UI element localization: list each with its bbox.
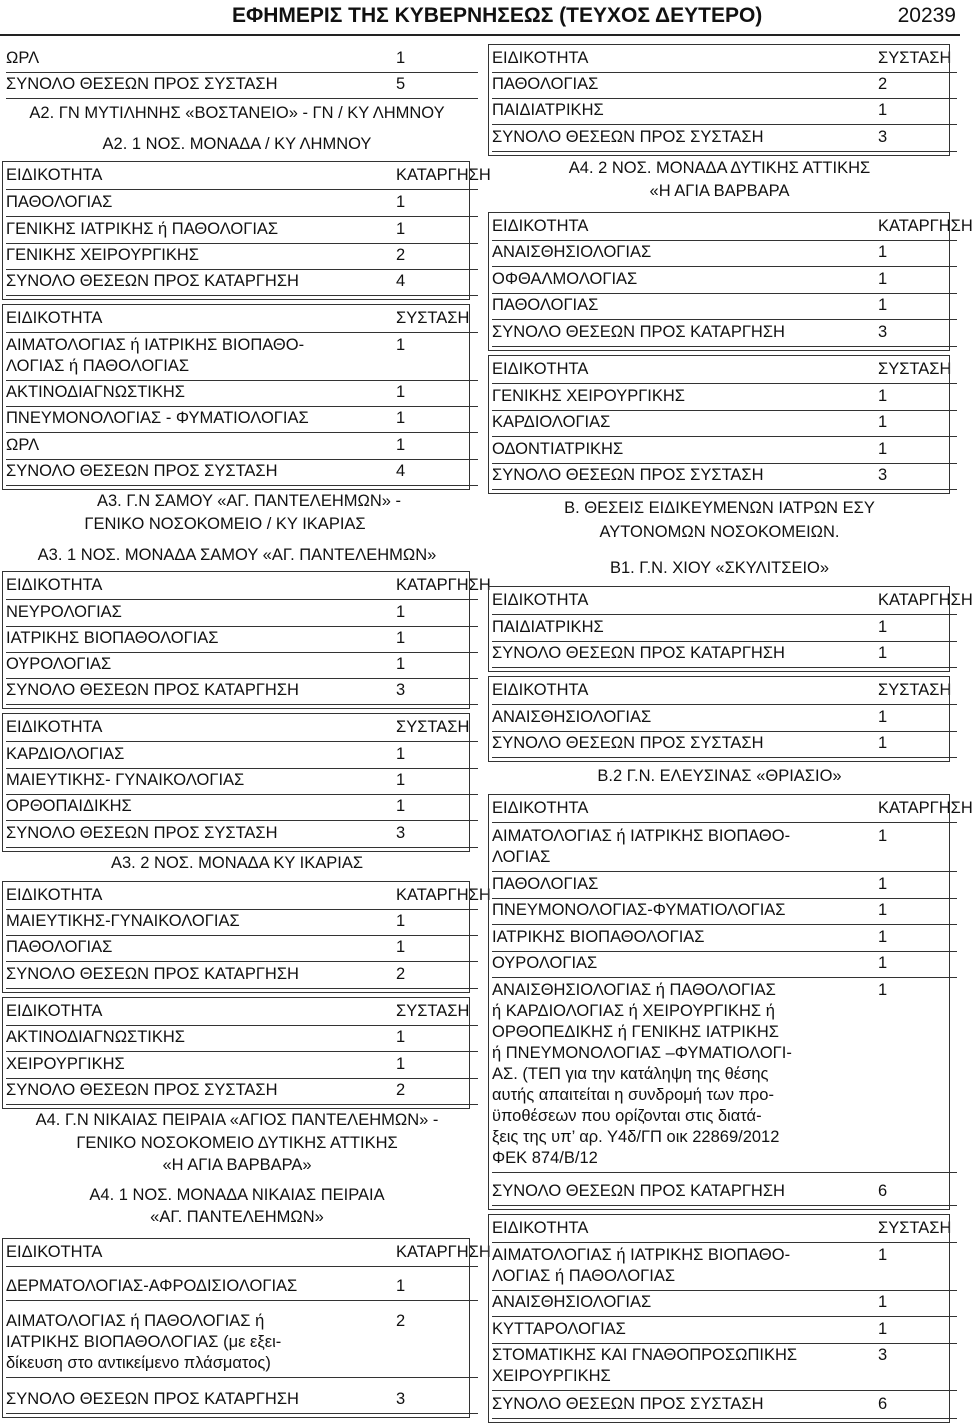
total-row xyxy=(6,74,468,95)
position-count: 1 xyxy=(396,193,406,211)
position-count: 1 xyxy=(878,928,888,946)
column-header-specialty: ΕΙΔΙΚΟΤΗΤΑ xyxy=(492,1219,589,1237)
specialty-label: ΣΥΝΟΛΟ ΘΕΣΕΩΝ ΠΡΟΣ ΚΑΤΑΡΓΗΣΗ xyxy=(492,644,785,662)
table-frame xyxy=(2,1238,491,1418)
specialty-label: ΟΦΘΑΛΜΟΛΟΓΙΑΣ xyxy=(492,270,638,288)
specialty-label: ΣΤΟΜΑΤΙΚΗΣ ΚΑΙ ΓΝΑΘΟΠΡΟΣΩΠΙΚΗΣ xyxy=(492,1346,798,1364)
position-count: 1 xyxy=(878,101,888,119)
column-header-action: ΚΑΤΑΡΓΗΣΗ xyxy=(396,1243,491,1261)
specialty-label-cont: αυτής απαιτείται η συνδρομή των προ- xyxy=(492,1086,774,1104)
specialty-label: ΣΥΝΟΛΟ ΘΕΣΕΩΝ ΠΡΟΣ ΣΥΣΤΑΣΗ xyxy=(6,75,278,93)
table-frame xyxy=(488,212,973,351)
specialty-label: ΓΕΝΙΚΗΣ ΙΑΤΡΙΚΗΣ ή ΠΑΘΟΛΟΓΙΑΣ xyxy=(6,220,279,238)
table-frame xyxy=(2,571,491,709)
specialty-label: ΑΙΜΑΤΟΛΟΓΙΑΣ ή ΙΑΤΡΙΚΗΣ ΒΙΟΠΑΘΟ- xyxy=(6,336,305,354)
position-count: 1 xyxy=(878,243,888,261)
specialty-label-cont: ΑΣ. (ΤΕΠ για την κατάληψη της θέσης xyxy=(492,1065,769,1083)
specialty-label: ΧΕΙΡΟΥΡΓΙΚΗΣ xyxy=(6,1055,125,1073)
column-header-specialty: ΕΙΔΙΚΟΤΗΤΑ xyxy=(492,217,589,235)
position-count: 6 xyxy=(878,1182,888,1200)
specialty-label: ΣΥΝΟΛΟ ΘΕΣΕΩΝ ΠΡΟΣ ΚΑΤΑΡΓΗΣΗ xyxy=(6,272,299,290)
position-count: 1 xyxy=(878,954,888,972)
section-heading: «ΑΓ. ΠΑΝΤΕΛΕΗΜΩΝ» xyxy=(150,1208,324,1226)
specialty-label: ΟΥΡΟΛΟΓΙΑΣ xyxy=(6,655,112,673)
specialty-label: ΠΑΘΟΛΟΓΙΑΣ xyxy=(6,193,113,211)
table-frame xyxy=(2,997,470,1109)
specialty-label: ΙΑΤΡΙΚΗΣ ΒΙΟΠΑΘΟΛΟΓΙΑΣ xyxy=(6,629,219,647)
specialty-label: ΑΚΤΙΝΟΔΙΑΓΝΩΣΤΙΚΗΣ xyxy=(6,1028,186,1046)
specialty-label: ΑΝΑΙΣΘΗΣΙΟΛΟΓΙΑΣ xyxy=(492,708,652,726)
specialty-label: ΠΑΙΔΙΑΤΡΙΚΗΣ xyxy=(492,101,604,119)
specialty-label: ΟΥΡΟΛΟΓΙΑΣ xyxy=(492,954,598,972)
specialty-label-cont: ή ΠΝΕΥΜΟΝΟΛΟΓΙΑΣ –ΦΥΜΑΤΙΟΛΟΓΙ- xyxy=(492,1044,792,1062)
specialty-label: ΣΥΝΟΛΟ ΘΕΣΕΩΝ ΠΡΟΣ ΚΑΤΑΡΓΗΣΗ xyxy=(492,323,785,341)
specialty-label: ΣΥΝΟΛΟ ΘΕΣΕΩΝ ΠΡΟΣ ΣΥΣΤΑΣΗ xyxy=(6,824,278,842)
position-count: 1 xyxy=(878,1320,888,1338)
position-count: 2 xyxy=(878,75,888,93)
position-count: 6 xyxy=(878,1395,888,1413)
column-header-specialty: ΕΙΔΙΚΟΤΗΤΑ xyxy=(6,886,103,904)
position-count: 1 xyxy=(396,49,406,67)
position-count: 1 xyxy=(396,938,406,956)
specialty-label: ΟΔΟΝΤΙΑΤΡΙΚΗΣ xyxy=(492,440,624,458)
table-frame xyxy=(488,586,973,672)
column-header-action: ΚΑΤΑΡΓΗΣΗ xyxy=(878,591,973,609)
position-count: 5 xyxy=(396,75,406,93)
specialty-label-cont: ΙΑΤΡΙΚΗΣ ΒΙΟΠΑΘΟΛΟΓΙΑΣ (με εξει- xyxy=(6,1333,282,1351)
specialty-label-cont: ξεις της υπ’ αρ. Υ4δ/ΓΠ οικ 22869/2012 xyxy=(492,1128,780,1146)
table-frame xyxy=(2,881,491,993)
specialty-label: ΠΝΕΥΜΟΝΟΛΟΓΙΑΣ-ΦΥΜΑΤΙΟΛΟΓΙΑΣ xyxy=(492,901,786,919)
specialty-label: ΠΑΙΔΙΑΤΡΙΚΗΣ xyxy=(492,618,604,636)
position-count: 1 xyxy=(396,912,406,930)
position-count: 1 xyxy=(878,387,888,405)
table-row xyxy=(6,48,468,69)
position-count: 1 xyxy=(396,409,406,427)
column-header-action: ΚΑΤΑΡΓΗΣΗ xyxy=(396,576,491,594)
position-count: 3 xyxy=(878,323,888,341)
section-heading: Α3. 1 ΝΟΣ. ΜΟΝΑΔΑ ΣΑΜΟΥ «ΑΓ. ΠΑΝΤΕΛΕΗΜΩΝ» xyxy=(37,546,437,564)
column-header-action: ΣΥΣΤΑΣΗ xyxy=(396,718,470,736)
specialty-label: ΑΚΤΙΝΟΔΙΑΓΝΩΣΤΙΚΗΣ xyxy=(6,383,186,401)
column-header-specialty: ΕΙΔΙΚΟΤΗΤΑ xyxy=(6,166,103,184)
specialty-label: ΚΑΡΔΙΟΛΟΓΙΑΣ xyxy=(6,745,125,763)
column-header-action: ΣΥΣΤΑΣΗ xyxy=(878,49,952,67)
specialty-label: ΚΑΡΔΙΟΛΟΓΙΑΣ xyxy=(492,413,611,431)
position-count: 3 xyxy=(396,681,406,699)
table-frame xyxy=(488,355,950,494)
specialty-label: ΑΙΜΑΤΟΛΟΓΙΑΣ ή ΙΑΤΡΙΚΗΣ ΒΙΟΠΑΘΟ- xyxy=(492,827,791,845)
specialty-label: ΑΝΑΙΣΘΗΣΙΟΛΟΓΙΑΣ xyxy=(492,243,652,261)
specialty-label: ΔΕΡΜΑΤΟΛΟΓΙΑΣ-ΑΦΡΟΔΙΣΙΟΛΟΓΙΑΣ xyxy=(6,1277,298,1295)
column-header-action: ΣΥΣΤΑΣΗ xyxy=(878,1219,952,1237)
position-count: 2 xyxy=(396,1312,406,1330)
specialty-label: ΩΡΛ xyxy=(6,49,40,67)
specialty-label: ΣΥΝΟΛΟ ΘΕΣΕΩΝ ΠΡΟΣ ΣΥΣΤΑΣΗ xyxy=(6,1081,278,1099)
gazette-title: ΕΦΗΜΕΡΙΣ ΤΗΣ ΚΥΒΕΡΝΗΣΕΩΣ (ΤΕΥΧΟΣ ΔΕΥΤΕΡΟ) xyxy=(232,4,763,27)
position-count: 1 xyxy=(878,413,888,431)
position-count: 1 xyxy=(396,336,406,354)
section-heading: Α4. 1 ΝΟΣ. ΜΟΝΑΔΑ ΝΙΚΑΙΑΣ ΠΕΙΡΑΙΑ xyxy=(89,1186,385,1204)
column-header-action: ΣΥΣΤΑΣΗ xyxy=(396,309,470,327)
specialty-label: ΑΝΑΙΣΘΗΣΙΟΛΟΓΙΑΣ ή ΠΑΘΟΛΟΓΙΑΣ xyxy=(492,981,776,999)
specialty-label: ΜΑΙΕΥΤΙΚΗΣ- ΓΥΝΑΙΚΟΛΟΓΙΑΣ xyxy=(6,771,245,789)
section-heading: Β.2 Γ.Ν. ΕΛΕΥΣΙΝΑΣ «ΘΡΙΑΣΙΟ» xyxy=(597,767,842,785)
specialty-label-cont: ΛΟΓΙΑΣ xyxy=(492,848,551,866)
column-header-action: ΚΑΤΑΡΓΗΣΗ xyxy=(396,886,491,904)
page-number: 20239 xyxy=(897,4,956,27)
position-count: 2 xyxy=(396,246,406,264)
section-heading: Α4. 2 ΝΟΣ. ΜΟΝΑΔΑ ΔΥΤΙΚΗΣ ΑΤΤΙΚΗΣ xyxy=(568,159,871,177)
specialty-label-cont: ϋποθέσεων που ορίζονται στις διατά- xyxy=(492,1107,762,1125)
header-rule xyxy=(0,34,960,36)
specialty-label: ΠΑΘΟΛΟΓΙΑΣ xyxy=(6,938,113,956)
specialty-label: ΣΥΝΟΛΟ ΘΕΣΕΩΝ ΠΡΟΣ ΚΑΤΑΡΓΗΣΗ xyxy=(6,681,299,699)
position-count: 1 xyxy=(396,220,406,238)
specialty-label: ΠΑΘΟΛΟΓΙΑΣ xyxy=(492,875,599,893)
specialty-label: ΜΑΙΕΥΤΙΚΗΣ-ΓΥΝΑΙΚΟΛΟΓΙΑΣ xyxy=(6,912,240,930)
position-count: 2 xyxy=(396,965,406,983)
table-frame xyxy=(2,304,470,490)
specialty-label: ΑΙΜΑΤΟΛΟΓΙΑΣ ή ΙΑΤΡΙΚΗΣ ΒΙΟΠΑΘΟ- xyxy=(492,1246,791,1264)
position-count: 1 xyxy=(396,771,406,789)
position-count: 1 xyxy=(878,644,888,662)
specialty-label-cont: ΛΟΓΙΑΣ ή ΠΑΘΟΛΟΓΙΑΣ xyxy=(492,1267,676,1285)
position-count: 1 xyxy=(396,603,406,621)
page-header xyxy=(0,0,960,40)
column-header-action: ΚΑΤΑΡΓΗΣΗ xyxy=(396,166,491,184)
specialty-label-cont: ή ΚΑΡΔΙΟΛΟΓΙΑΣ ή ΧΕΙΡΟΥΡΓΙΚΗΣ ή xyxy=(492,1002,775,1020)
section-heading: Α2. 1 ΝΟΣ. ΜΟΝΑΔΑ / ΚΥ ΛΗΜΝΟΥ xyxy=(102,135,372,153)
section-heading: ΓΕΝΙΚΟ ΝΟΣΟΚΟΜΕΙΟ ΔΥΤΙΚΗΣ ΑΤΤΙΚΗΣ xyxy=(76,1134,398,1152)
specialty-label: ΣΥΝΟΛΟ ΘΕΣΕΩΝ ΠΡΟΣ ΣΥΣΤΑΣΗ xyxy=(492,128,764,146)
column-header-specialty: ΕΙΔΙΚΟΤΗΤΑ xyxy=(492,591,589,609)
column-header-specialty: ΕΙΔΙΚΟΤΗΤΑ xyxy=(6,1002,103,1020)
specialty-label: ΠΑΘΟΛΟΓΙΑΣ xyxy=(492,296,599,314)
position-count: 1 xyxy=(878,618,888,636)
position-count: 1 xyxy=(878,901,888,919)
column-header-action: ΣΥΣΤΑΣΗ xyxy=(396,1002,470,1020)
position-count: 1 xyxy=(878,827,888,845)
section-heading: Β. ΘΕΣΕΙΣ ΕΙΔΙΚΕΥΜΕΝΩΝ ΙΑΤΡΩΝ ΕΣΥ xyxy=(564,499,875,517)
position-count: 1 xyxy=(878,440,888,458)
position-count: 1 xyxy=(396,383,406,401)
section-heading: «Η ΑΓΙΑ ΒΑΡΒΑΡΑ» xyxy=(162,1156,312,1174)
column-header-specialty: ΕΙΔΙΚΟΤΗΤΑ xyxy=(492,49,589,67)
position-count: 3 xyxy=(878,128,888,146)
column-header-specialty: ΕΙΔΙΚΟΤΗΤΑ xyxy=(6,309,103,327)
section-heading: Α3. Γ.Ν ΣΑΜΟΥ «ΑΓ. ΠΑΝΤΕΛΕΗΜΩΝ» - xyxy=(97,492,401,510)
position-count: 1 xyxy=(878,708,888,726)
specialty-label: ΑΙΜΑΤΟΛΟΓΙΑΣ ή ΠΑΘΟΛΟΓΙΑΣ ή xyxy=(6,1312,265,1330)
specialty-label: ΠΑΘΟΛΟΓΙΑΣ xyxy=(492,75,599,93)
column-header-specialty: ΕΙΔΙΚΟΤΗΤΑ xyxy=(492,681,589,699)
position-count: 1 xyxy=(878,875,888,893)
column-header-specialty: ΕΙΔΙΚΟΤΗΤΑ xyxy=(492,360,589,378)
specialty-label: ΓΕΝΙΚΗΣ ΧΕΙΡΟΥΡΓΙΚΗΣ xyxy=(492,387,686,405)
position-count: 3 xyxy=(396,824,406,842)
position-count: 1 xyxy=(396,655,406,673)
position-count: 1 xyxy=(396,629,406,647)
specialty-label: ΣΥΝΟΛΟ ΘΕΣΕΩΝ ΠΡΟΣ ΣΥΣΤΑΣΗ xyxy=(6,462,278,480)
column-header-action: ΚΑΤΑΡΓΗΣΗ xyxy=(878,217,973,235)
table-frame xyxy=(488,1214,950,1423)
specialty-label: ΩΡΛ xyxy=(6,436,40,454)
column-header-specialty: ΕΙΔΙΚΟΤΗΤΑ xyxy=(6,718,103,736)
specialty-label: ΣΥΝΟΛΟ ΘΕΣΕΩΝ ΠΡΟΣ ΣΥΣΤΑΣΗ xyxy=(492,1395,764,1413)
specialty-label-cont: ΟΡΘΟΠΕΔΙΚΗΣ ή ΓΕΝΙΚΗΣ ΙΑΤΡΙΚΗΣ xyxy=(492,1023,779,1041)
specialty-label-cont: ΛΟΓΙΑΣ ή ΠΑΘΟΛΟΓΙΑΣ xyxy=(6,357,190,375)
position-count: 1 xyxy=(878,734,888,752)
position-count: 3 xyxy=(878,1346,888,1364)
position-count: 1 xyxy=(878,981,888,999)
specialty-label: ΣΥΝΟΛΟ ΘΕΣΕΩΝ ΠΡΟΣ ΣΥΣΤΑΣΗ xyxy=(492,466,764,484)
position-count: 1 xyxy=(396,797,406,815)
table-frame xyxy=(488,676,950,762)
position-count: 1 xyxy=(878,270,888,288)
position-count: 1 xyxy=(396,436,406,454)
specialty-label-cont: ΧΕΙΡΟΥΡΓΙΚΗΣ xyxy=(492,1367,611,1385)
position-count: 2 xyxy=(396,1081,406,1099)
section-heading: Α4. Γ.Ν ΝΙΚΑΙΑΣ ΠΕΙΡΑΙΑ «ΑΓΙΟΣ ΠΑΝΤΕΛΕΗΜΩΝ» - xyxy=(35,1111,439,1129)
position-count: 1 xyxy=(396,1028,406,1046)
column-header-specialty: ΕΙΔΙΚΟΤΗΤΑ xyxy=(492,799,589,817)
position-count: 1 xyxy=(878,1293,888,1311)
column-header-action: ΣΥΣΤΑΣΗ xyxy=(878,681,952,699)
section-heading: Α3. 2 ΝΟΣ. ΜΟΝΑΔΑ ΚΥ ΙΚΑΡΙΑΣ xyxy=(110,854,364,872)
position-count: 1 xyxy=(878,1246,888,1264)
section-heading: «Η ΑΓΙΑ ΒΑΡΒΑΡΑ xyxy=(649,182,790,200)
specialty-label: ΣΥΝΟΛΟ ΘΕΣΕΩΝ ΠΡΟΣ ΣΥΣΤΑΣΗ xyxy=(492,734,764,752)
table-frame xyxy=(2,161,491,300)
specialty-label: ΣΥΝΟΛΟ ΘΕΣΕΩΝ ΠΡΟΣ ΚΑΤΑΡΓΗΣΗ xyxy=(6,1390,299,1408)
specialty-label: ΑΝΑΙΣΘΗΣΙΟΛΟΓΙΑΣ xyxy=(492,1293,652,1311)
specialty-label: ΠΝΕΥΜΟΝΟΛΟΓΙΑΣ - ΦΥΜΑΤΙΟΛΟΓΙΑΣ xyxy=(6,409,309,427)
specialty-label: ΣΥΝΟΛΟ ΘΕΣΕΩΝ ΠΡΟΣ ΚΑΤΑΡΓΗΣΗ xyxy=(492,1182,785,1200)
position-count: 4 xyxy=(396,462,406,480)
specialty-label: ΓΕΝΙΚΗΣ ΧΕΙΡΟΥΡΓΙΚΗΣ xyxy=(6,246,200,264)
position-count: 3 xyxy=(878,466,888,484)
section-heading: ΓΕΝΙΚΟ ΝΟΣΟΚΟΜΕΙΟ / ΚΥ ΙΚΑΡΙΑΣ xyxy=(84,515,366,533)
section-heading: ΑΥΤΟΝΟΜΩΝ ΝΟΣΟΚΟΜΕΙΩΝ. xyxy=(599,523,840,541)
column-header-specialty: ΕΙΔΙΚΟΤΗΤΑ xyxy=(6,576,103,594)
position-count: 3 xyxy=(396,1390,406,1408)
position-count: 1 xyxy=(396,745,406,763)
section-heading: Α2. ΓΝ ΜΥΤΙΛΗΝΗΣ «ΒΟΣΤΑΝΕΙΟ» - ΓΝ / ΚΥ ΛΗΜΝΟΥ xyxy=(29,104,445,122)
column-header-action: ΣΥΣΤΑΣΗ xyxy=(878,360,952,378)
position-count: 1 xyxy=(396,1055,406,1073)
table-frame xyxy=(2,713,470,852)
table-frame xyxy=(488,794,973,1210)
position-count: 1 xyxy=(396,1277,406,1295)
specialty-label: ΚΥΤΤΑΡΟΛΟΓΙΑΣ xyxy=(492,1320,626,1338)
section-heading: Β1. Γ.Ν. ΧΙΟΥ «ΣΚΥΛΙΤΣΕΙΟ» xyxy=(609,559,830,577)
position-count: 4 xyxy=(396,272,406,290)
specialty-label: ΣΥΝΟΛΟ ΘΕΣΕΩΝ ΠΡΟΣ ΚΑΤΑΡΓΗΣΗ xyxy=(6,965,299,983)
specialty-label-cont: ΦΕΚ 874/Β/12 xyxy=(492,1149,598,1167)
specialty-label: ΟΡΘΟΠΑΙΔΙΚΗΣ xyxy=(6,797,132,815)
specialty-label: ΙΑΤΡΙΚΗΣ ΒΙΟΠΑΘΟΛΟΓΙΑΣ xyxy=(492,928,705,946)
table-frame xyxy=(488,44,950,156)
column-header-specialty: ΕΙΔΙΚΟΤΗΤΑ xyxy=(6,1243,103,1261)
position-count: 1 xyxy=(878,296,888,314)
specialty-label-cont: δίκευση στο αντικείμενο πλάσματος) xyxy=(6,1354,271,1372)
column-header-action: ΚΑΤΑΡΓΗΣΗ xyxy=(878,799,973,817)
specialty-label: ΝΕΥΡΟΛΟΓΙΑΣ xyxy=(6,603,122,621)
